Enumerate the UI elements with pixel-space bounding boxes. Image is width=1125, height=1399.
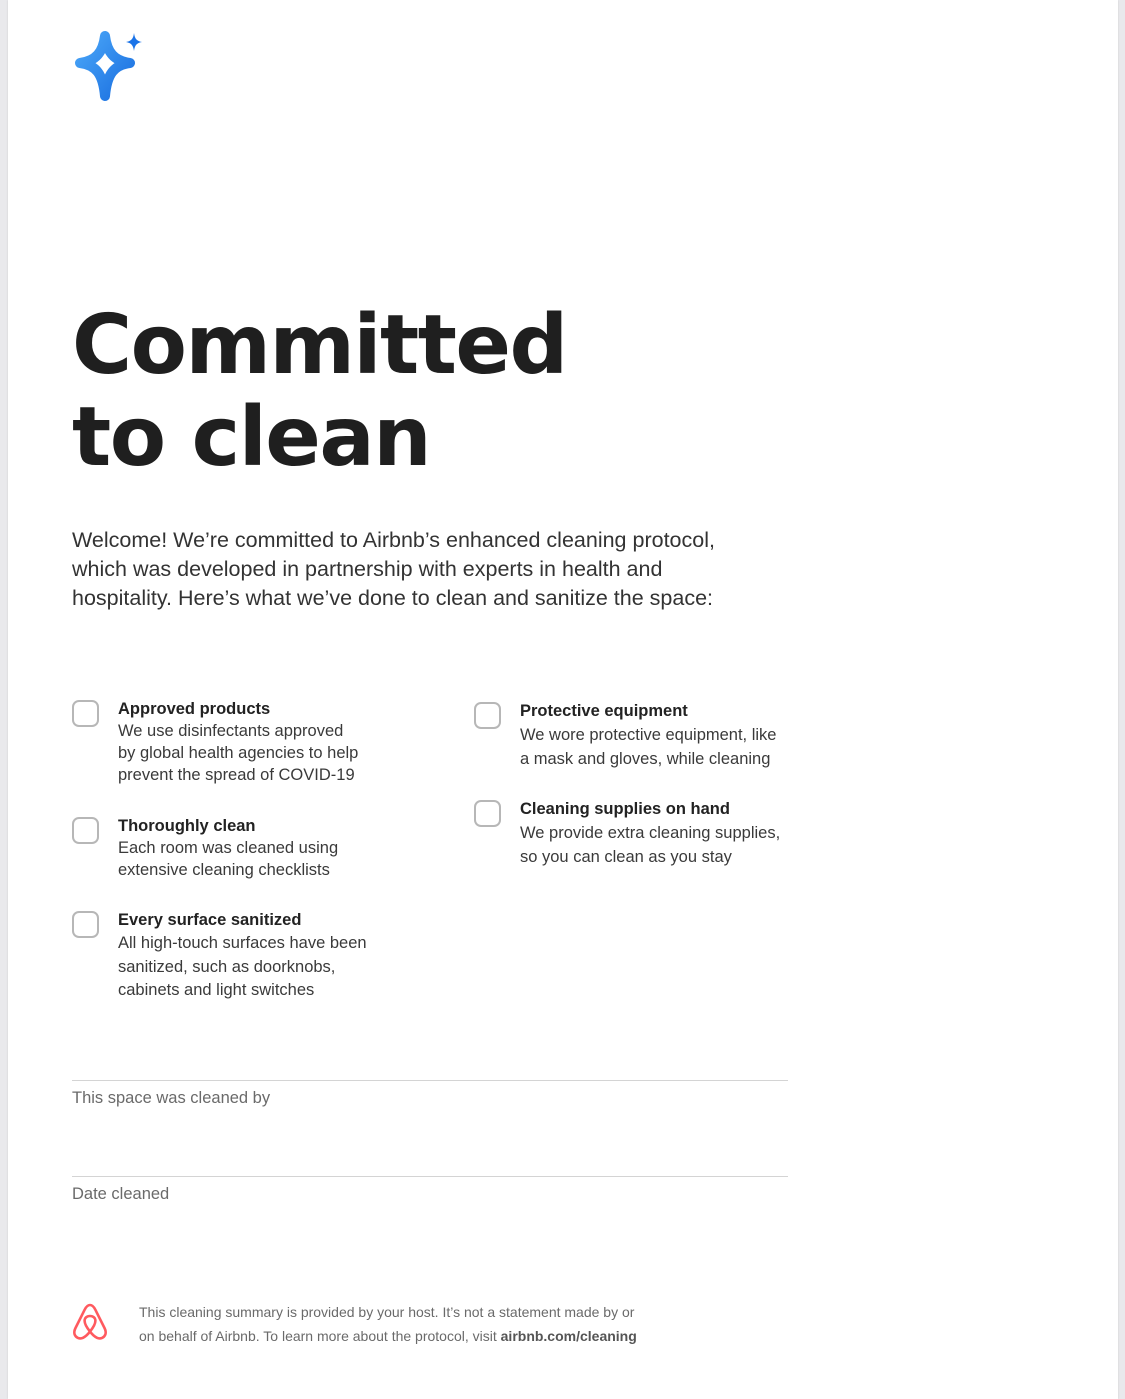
cleaning-checklist — [72, 698, 832, 1028]
footer-line-2: on behalf of Airbnb. To learn more about the protocol, visit — [139, 1328, 501, 1344]
desc-line: We wore protective equipment, like — [520, 726, 777, 744]
footer-line-1: This cleaning summary is provided by your host. It’s not a statement made by or — [139, 1304, 635, 1320]
checkbox-cleaning-supplies[interactable] — [474, 800, 501, 827]
intro-line-2: which was developed in partnership with experts in health and — [72, 557, 663, 581]
checkbox-thoroughly-clean[interactable] — [72, 817, 99, 844]
cleaned-by-field[interactable] — [72, 1080, 788, 1108]
title-line-1: Committed — [72, 298, 567, 393]
footer-link[interactable]: airbnb.com/cleaning — [500, 1328, 637, 1344]
item-description — [118, 932, 418, 1003]
checkbox-every-surface-sanitized[interactable] — [72, 911, 99, 938]
desc-line: extensive cleaning checklists — [118, 861, 330, 879]
item-title: Cleaning supplies on hand — [520, 800, 730, 818]
title-line-2: to clean — [72, 390, 431, 485]
desc-line: a mask and gloves, while cleaning — [520, 750, 771, 768]
footer-disclaimer — [139, 1300, 739, 1348]
cleaned-by-label: This space was cleaned by — [72, 1089, 271, 1107]
item-description — [118, 837, 418, 881]
desc-line: by global health agencies to help — [118, 744, 359, 762]
item-title: Approved products — [118, 700, 271, 718]
item-description — [520, 723, 820, 771]
cleaning-certificate-page — [8, 0, 1118, 1399]
desc-line: We provide extra cleaning supplies, — [520, 824, 781, 842]
desc-line: All high-touch surfaces have been — [118, 934, 367, 952]
item-description — [118, 720, 418, 786]
item-title: Protective equipment — [520, 702, 688, 720]
desc-line: We use disinfectants approved — [118, 722, 344, 740]
desc-line: cabinets and light switches — [118, 981, 315, 999]
airbnb-logo-icon — [71, 1302, 109, 1342]
checkbox-approved-products[interactable] — [72, 700, 99, 727]
intro-line-3: hospitality. Here’s what we’ve done to clean and sanitize the space: — [72, 586, 714, 610]
item-text — [118, 909, 418, 1003]
checkbox-protective-equipment[interactable] — [474, 702, 501, 729]
desc-line: sanitized, such as doorknobs, — [118, 957, 336, 976]
item-description — [520, 821, 820, 869]
date-cleaned-field[interactable] — [72, 1176, 788, 1204]
sparkle-icon — [72, 30, 144, 102]
desc-line: so you can clean as you stay — [520, 848, 732, 866]
date-cleaned-label: Date cleaned — [72, 1185, 170, 1203]
page-title — [72, 300, 567, 484]
desc-line: prevent the spread of COVID-19 — [118, 766, 355, 784]
item-text — [520, 700, 820, 771]
item-title: Thoroughly clean — [118, 817, 256, 835]
item-text — [520, 798, 820, 869]
desc-line: Each room was cleaned using — [118, 839, 339, 857]
item-text — [118, 815, 418, 881]
intro-line-1: Welcome! We’re committed to Airbnb’s enhanced cleaning protocol, — [72, 528, 715, 552]
intro-paragraph — [72, 526, 792, 613]
item-title: Every surface sanitized — [118, 911, 302, 929]
item-text — [118, 698, 418, 786]
